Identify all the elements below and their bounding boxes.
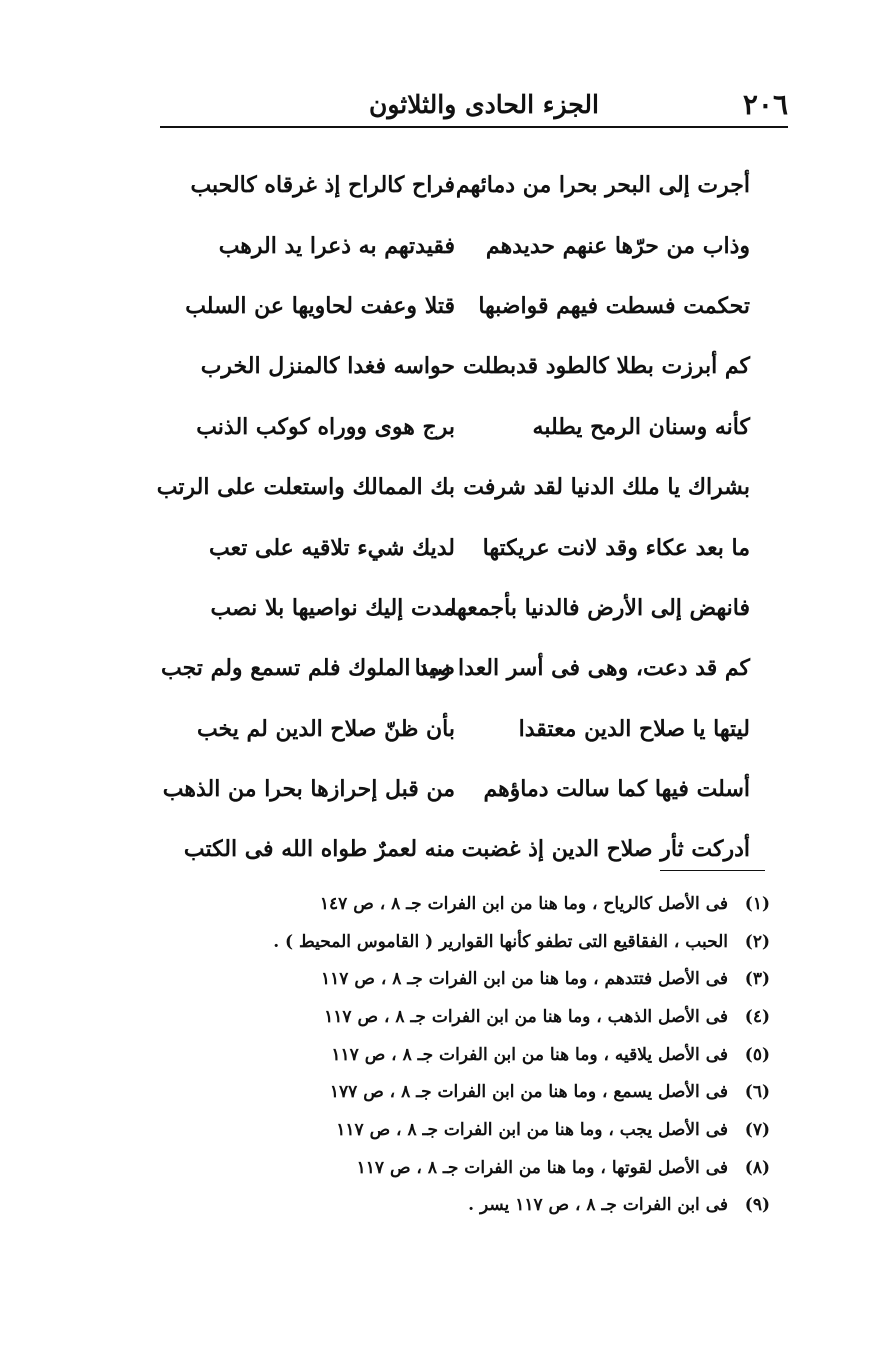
footnote-text: فى الأصل يجب ، وما هنا من ابن الفرات جـ ٨ ، ص ١١٧	[336, 1119, 728, 1140]
first-hemistich: كم قد دعت، وهى فى أسر العدا زمنا	[414, 655, 750, 682]
footnote-text: فى ابن الفرات جـ ٨ ، ص ١١٧ يسر .	[468, 1195, 728, 1216]
footnote-text: فى الأصل يلاقيه ، وما هنا من ابن الفرات جـ ٨ ، ص ١١٧	[331, 1044, 728, 1065]
footnote-number: (٧)	[744, 1119, 770, 1140]
footnote-number: (٨)	[744, 1157, 770, 1178]
verse	[161, 638, 770, 698]
second-hemistich: من قبل إحرازها بحرا من الذهب	[162, 776, 455, 803]
footnote	[250, 1036, 770, 1074]
footnote-text: فى الأصل يسمع ، وما هنا من ابن الفرات جـ ٨ ، ص ١٧٧	[329, 1082, 728, 1103]
footnote	[250, 1149, 770, 1187]
second-hemistich: منه لعمرٌ طواه الله فى الكتب	[183, 836, 455, 863]
verse	[180, 397, 770, 457]
verse	[180, 578, 770, 638]
verse	[180, 215, 770, 275]
footnote	[250, 1073, 770, 1111]
second-hemistich: فراح كالراح إذ غرقاه كالحبب	[190, 172, 455, 199]
second-hemistich: قتلا وعفت لحاويها عن السلب	[185, 292, 455, 319]
second-hemistich: لديك شيء تلاقيه على تعب	[209, 534, 455, 561]
page-number: ٢٠٦	[742, 87, 788, 121]
footnote-number: (٢)	[744, 931, 770, 952]
verse	[180, 517, 770, 577]
first-hemistich: أجرت إلى البحر بحرا من دمائهم	[455, 172, 750, 199]
footnotes	[250, 885, 770, 1224]
footnote-number: (٥)	[744, 1044, 770, 1065]
first-hemistich: كأنه وسنان الرمح يطلبه	[532, 413, 750, 440]
running-title: الجزء الحادى والثلاثون	[368, 89, 599, 119]
verse	[180, 336, 770, 396]
verse	[156, 457, 770, 517]
verse	[162, 759, 770, 819]
verse	[180, 276, 770, 336]
footnote-number: (٩)	[744, 1195, 770, 1216]
second-hemistich: مدت إليك نواصيها بلا نصب	[210, 594, 455, 621]
footnote	[250, 1187, 770, 1225]
first-hemistich: أدركت ثأر صلاح الدين إذ غضبت	[461, 836, 750, 863]
second-hemistich: بك الممالك واستعلت على الرتب	[156, 474, 455, 501]
footnote-rule	[660, 870, 765, 871]
footnote	[250, 998, 770, 1036]
second-hemistich: حواسه فغدا كالمنزل الخرب	[200, 353, 455, 380]
footnote	[250, 1111, 770, 1149]
footnote-text: فى الأصل لقوتها ، وما هنا من الفرات جـ ٨ ، ص ١١٧	[356, 1157, 728, 1178]
verse	[180, 699, 770, 759]
first-hemistich: ما بعد عكاء وقد لانت عريكتها	[482, 534, 750, 561]
footnote-number: (٤)	[744, 1006, 770, 1027]
verse	[180, 155, 770, 215]
header-rule	[160, 126, 788, 128]
first-hemistich: فانهض إلى الأرض فالدنيا بأجمعها	[450, 594, 750, 621]
first-hemistich: بشراك يا ملك الدنيا لقد شرفت	[463, 474, 750, 501]
footnote-text: فى الأصل الذهب ، وما هنا من ابن الفرات جـ ٨ ، ص ١١٧	[324, 1006, 728, 1027]
footnote	[250, 885, 770, 923]
footnote	[250, 960, 770, 998]
second-hemistich: فقيدتهم به ذعرا يد الرهب	[218, 232, 455, 259]
second-hemistich: صيد الملوك فلم تسمع ولم تجب	[161, 655, 455, 682]
first-hemistich: وذاب من حرّها عنهم حديدهم	[485, 232, 750, 259]
second-hemistich: بأن ظنّ صلاح الدين لم يخب	[196, 715, 455, 742]
second-hemistich: برج هوى ووراه كوكب الذنب	[196, 413, 455, 440]
footnote-text: الحبب ، الفقاقيع التى تطفو كأنها القوارير ( القاموس المحيط ) .	[273, 931, 728, 952]
first-hemistich: تحكمت فسطت فيهم قواضبها	[478, 292, 750, 319]
footnote-text: فى الأصل فتتدهم ، وما هنا من ابن الفرات جـ ٨ ، ص ١١٧	[321, 969, 728, 990]
footnote	[250, 923, 770, 961]
first-hemistich: ليتها يا صلاح الدين معتقدا	[518, 715, 750, 742]
footnote-text: فى الأصل كالرياح ، وما هنا من ابن الفرات جـ ٨ ، ص ١٤٧	[319, 893, 728, 914]
footnote-number: (١)	[744, 893, 770, 914]
footnote-number: (٦)	[744, 1082, 770, 1103]
poem	[156, 155, 770, 880]
first-hemistich: كم أبرزت بطلا كالطود قدبطلت	[463, 353, 750, 380]
first-hemistich: أسلت فيها كما سالت دماؤهم	[483, 776, 750, 803]
footnote-number: (٣)	[744, 969, 770, 990]
page-header	[160, 84, 788, 124]
